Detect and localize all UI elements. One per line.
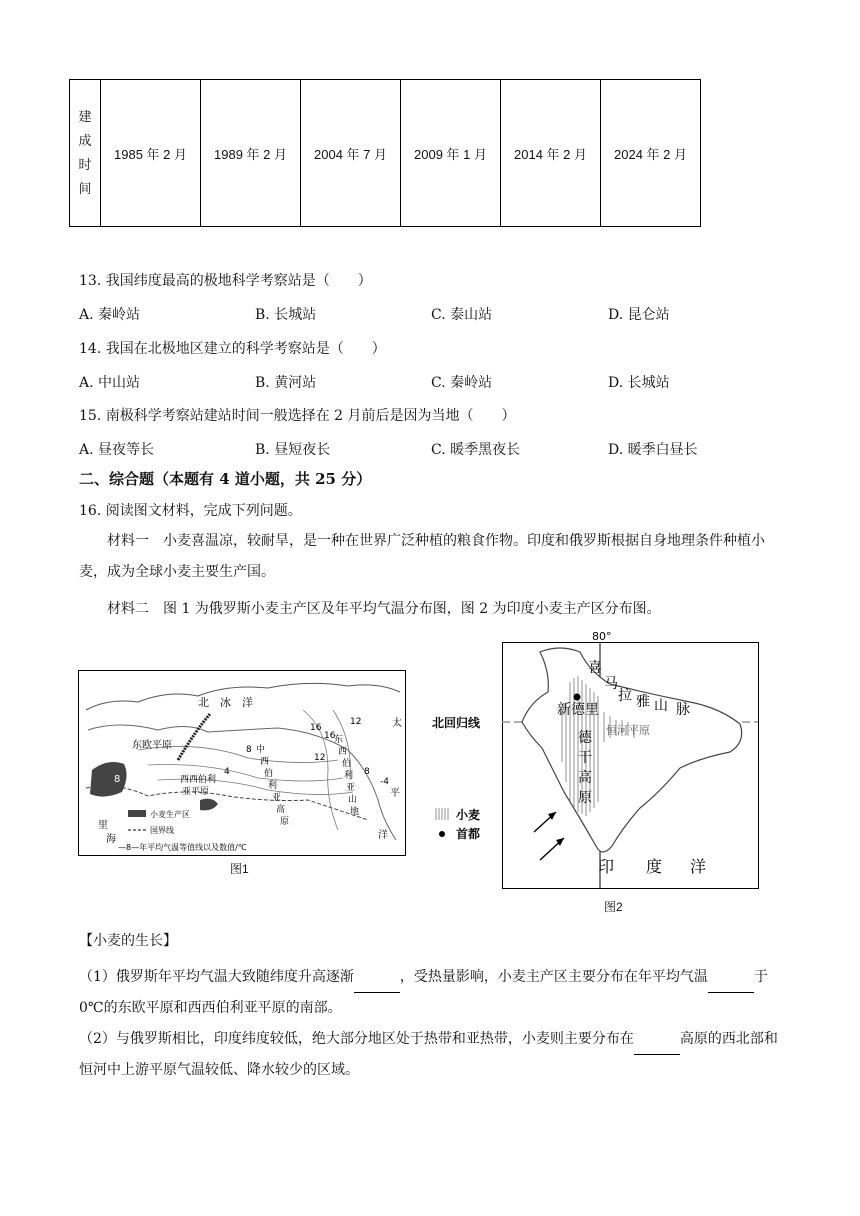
sub-question-2: [79, 1024, 783, 1086]
svg-text:干: 干: [578, 750, 592, 766]
svg-text:利: 利: [268, 781, 278, 791]
q15-option-c[interactable]: C. 暖季黑夜长: [431, 442, 521, 458]
svg-text:小麦: 小麦: [456, 808, 481, 822]
figure-2-india-map: [430, 632, 760, 890]
svg-text:恒河平原: 恒河平原: [606, 724, 650, 737]
row-label-char: 间: [78, 181, 92, 196]
svg-text:中: 中: [256, 745, 266, 755]
svg-text:度: 度: [646, 857, 663, 876]
q14-option-c[interactable]: C. 秦岭站: [431, 375, 493, 391]
svg-text:拉: 拉: [618, 688, 632, 704]
sub1-text-c: 于 0℃的东欧平原和西西伯利亚平原的南部。: [79, 969, 768, 1016]
svg-text:山: 山: [654, 698, 668, 714]
q13-option-d[interactable]: D. 昆仑站: [608, 307, 670, 323]
svg-text:高: 高: [578, 770, 592, 786]
svg-text:亚: 亚: [346, 783, 356, 793]
svg-text:德: 德: [578, 730, 592, 746]
question-15-stem: 15. 南极科学考察站建站时间一般选择在 2 月前后是因为当地（ ）: [79, 408, 516, 424]
q14-option-a[interactable]: A. 中山站: [79, 375, 141, 391]
tropic-label: 北回归线: [432, 716, 481, 730]
q13-option-b[interactable]: B. 长城站: [255, 307, 317, 323]
svg-text:伯: 伯: [342, 759, 352, 769]
svg-text:利: 利: [344, 771, 354, 781]
svg-text:洋: 洋: [690, 857, 707, 876]
svg-text:太: 太: [392, 718, 402, 729]
question-13-stem: 13. 我国纬度最高的极地科学考察站是（ ）: [79, 273, 372, 289]
sub1-text-a: （1）俄罗斯年平均气温大致随纬度升高逐渐: [79, 969, 354, 985]
q15-option-d[interactable]: D. 暖季白昼长: [608, 442, 698, 458]
svg-text:马: 马: [604, 676, 618, 692]
table-cell: 1985 年 2 月: [101, 80, 201, 227]
svg-text:里: 里: [98, 820, 108, 831]
svg-text:西: 西: [338, 747, 348, 757]
svg-text:8: 8: [246, 745, 252, 755]
table-cell: 2009 年 1 月: [401, 80, 501, 227]
row-label-cell: [70, 80, 101, 227]
answer-blank[interactable]: [354, 978, 400, 993]
row-label-char: 建: [78, 109, 92, 124]
svg-text:喜: 喜: [588, 660, 602, 676]
svg-text:首都: 首都: [456, 827, 481, 841]
table-cell: 1989 年 2 月: [201, 80, 301, 227]
svg-text:地: 地: [350, 807, 360, 817]
svg-text:12: 12: [102, 802, 115, 813]
svg-text:亚: 亚: [272, 793, 282, 803]
svg-text:12: 12: [350, 717, 362, 727]
station-table: [69, 79, 701, 227]
svg-text:西: 西: [260, 757, 270, 767]
figure-1-russia-map: [78, 670, 406, 856]
svg-text:8: 8: [114, 774, 121, 785]
q14-option-b[interactable]: B. 黄河站: [255, 375, 317, 391]
svg-text:高: 高: [276, 805, 286, 815]
svg-text:新德里: 新德里: [557, 702, 599, 718]
table-cell: 2004 年 7 月: [301, 80, 401, 227]
svg-text:东: 东: [334, 735, 344, 745]
svg-text:12: 12: [314, 753, 326, 763]
question-16-intro: 16. 阅读图文材料，完成下列问题。: [79, 503, 302, 519]
east-europe-plain-label: 东欧平原: [132, 740, 172, 751]
figure-1-caption: 图1: [230, 862, 249, 876]
svg-text:亚平原: 亚平原: [182, 787, 210, 797]
svg-text:雅: 雅: [636, 694, 650, 710]
sub1-text-b: ，受热量影响，小麦主产区主要分布在年平均气温: [399, 969, 708, 985]
svg-text:—8—年平均气温等值线以及数值/℃: —8—年平均气温等值线以及数值/℃: [118, 843, 247, 852]
svg-text:印: 印: [598, 857, 615, 876]
answer-blank[interactable]: [708, 978, 754, 993]
svg-text:原: 原: [280, 817, 290, 827]
svg-text:平: 平: [390, 788, 400, 799]
figure-2-caption: 图2: [604, 900, 623, 914]
svg-text:脉: 脉: [676, 702, 690, 718]
section-title: 二、综合题（本题有 4 道小题，共 25 分）: [79, 470, 372, 488]
svg-text:16: 16: [310, 723, 322, 733]
table-cell: 2024 年 2 月: [601, 80, 701, 227]
svg-text:16: 16: [324, 731, 336, 741]
sub-question-1: [79, 962, 783, 1024]
svg-text:8: 8: [364, 767, 370, 777]
q14-option-d[interactable]: D. 长城站: [608, 375, 670, 391]
answer-blank[interactable]: [634, 1040, 680, 1055]
question-14-stem: 14. 我国在北极地区建立的科学考察站是（ ）: [79, 341, 386, 357]
row-label-char: 时: [78, 157, 92, 172]
svg-text:小麦生产区: 小麦生产区: [150, 810, 190, 819]
svg-text:伯: 伯: [264, 769, 274, 779]
svg-text:西西伯利: 西西伯利: [180, 775, 217, 785]
svg-text:海: 海: [106, 834, 116, 845]
svg-text:4: 4: [224, 767, 230, 777]
row-label-char: 成: [78, 133, 92, 148]
sub-title: 【小麦的生长】: [79, 933, 177, 949]
table-cell: 2014 年 2 月: [501, 80, 601, 227]
material-one: 材料一 小麦喜温凉，较耐旱，是一种在世界广泛种植的粮食作物。印度和俄罗斯根据自身地理条件种植小麦，成为全球小麦主要生产国。: [79, 533, 765, 580]
svg-text:洋: 洋: [378, 830, 388, 841]
svg-text:山: 山: [348, 795, 358, 805]
material-two: 材料二 图 1 为俄罗斯小麦主产区及年平均气温分布图，图 2 为印度小麦主产区分布图。: [107, 601, 661, 617]
svg-text:原: 原: [578, 790, 592, 806]
meridian-label: 80°: [592, 632, 612, 643]
q15-option-b[interactable]: B. 昼短夜长: [255, 442, 331, 458]
q15-option-a[interactable]: A. 昼夜等长: [79, 442, 155, 458]
q13-option-c[interactable]: C. 泰山站: [431, 307, 493, 323]
sub2-text-a: （2）与俄罗斯相比，印度纬度较低，绝大部分地区处于热带和亚热带，小麦则主要分布在: [79, 1031, 634, 1047]
q13-option-a[interactable]: A. 秦岭站: [79, 307, 141, 323]
arctic-ocean-label: 北 冰 洋: [198, 696, 253, 709]
svg-text:-4: -4: [380, 777, 389, 787]
svg-text:国界线: 国界线: [150, 826, 174, 835]
sub2-text-b: 高原的西北部和恒河中上游平原气温较低、降水较少的区域。: [79, 1031, 778, 1078]
